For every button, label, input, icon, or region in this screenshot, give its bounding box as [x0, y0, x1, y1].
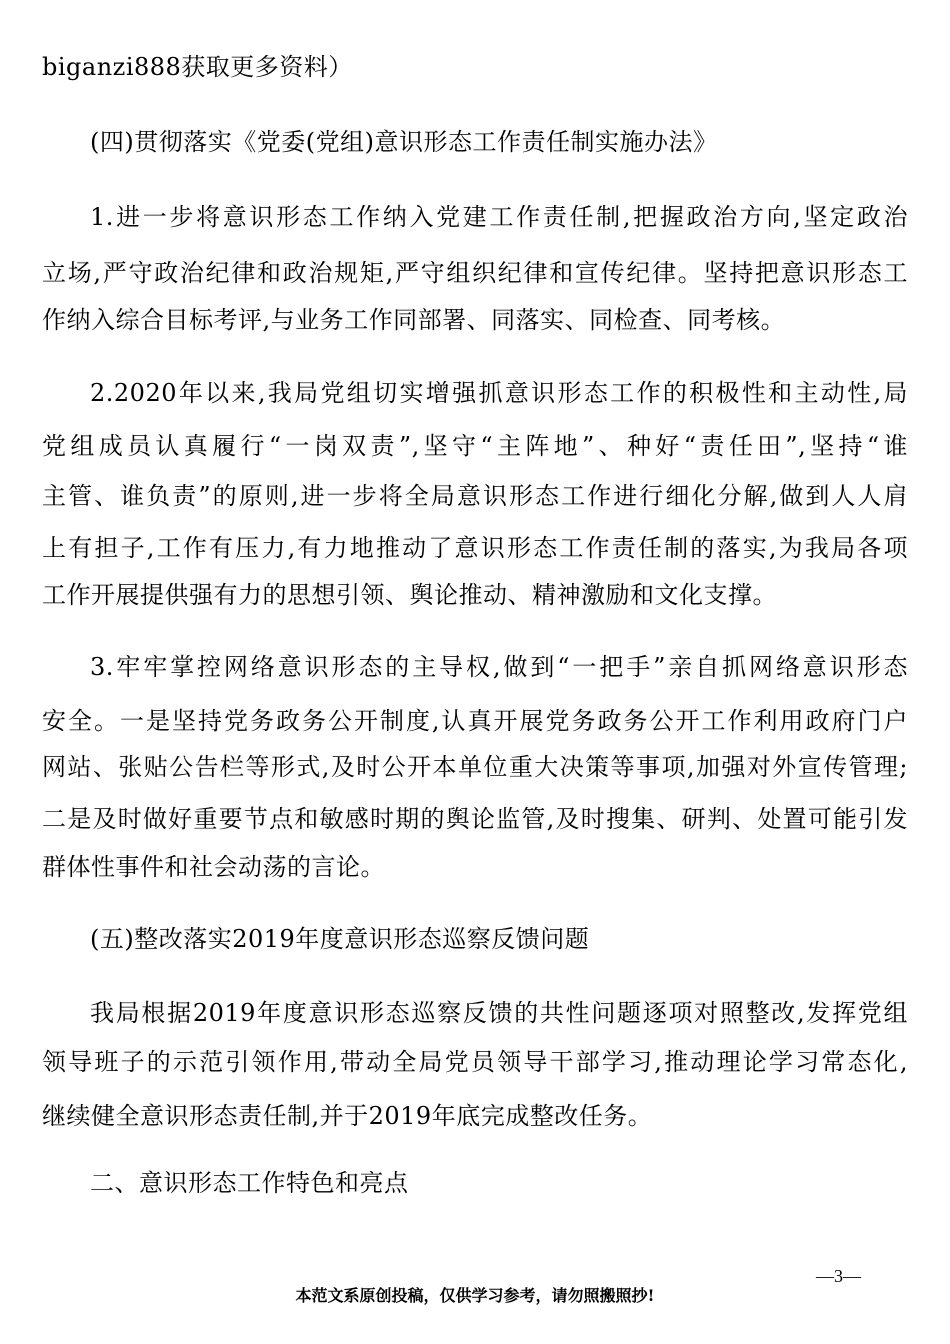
paragraph-line: 2.2020年以来,我局党组切实增强抓意识形态工作的积极性和主动性,局 [90, 379, 908, 407]
paragraph-line: 二是及时做好重要节点和敏感时期的舆论监管,及时搜集、研判、处置可能引发 [42, 805, 908, 833]
paragraph-line: 工作开展提供强有力的思想引领、舆论推动、精神激励和文化支撑。 [42, 581, 777, 609]
paragraph-line: 上有担子,工作有压力,有力地推动了意识形态工作责任制的落实,为我局各项 [42, 534, 908, 562]
paragraph-line: 立场,严守政治纪律和政治规矩,严守组织纪律和宣传纪律。坚持把意识形态工 [42, 259, 908, 287]
section-heading-2: 二、意识形态工作特色和亮点 [90, 1169, 409, 1197]
paragraph-line: 网站、张贴公告栏等形式,及时公开本单位重大决策等事项,加强对外宣传管理; [42, 753, 908, 781]
source-note-line: biganzi888获取更多资料） [42, 53, 353, 81]
paragraph-line: 3.牢牢掌控网络意识形态的主导权,做到“一把手”亲自抓网络意识形态 [90, 653, 908, 681]
paragraph-line: 1.进一步将意识形态工作纳入党建工作责任制,把握政治方向,坚定政治 [90, 203, 908, 231]
page-number: —3— [816, 1266, 861, 1286]
footer-note: 本范文系原创投稿，仅供学习参考，请勿照搬照抄! [295, 1286, 655, 1305]
section-heading-4: (四)贯彻落实《党委(党组)意识形态工作责任制实施办法》 [90, 128, 718, 156]
section-heading-5: (五)整改落实2019年度意识形态巡察反馈问题 [90, 925, 590, 953]
paragraph-line: 主管、谁负责”的原则,进一步将全局意识形态工作进行细化分解,做到人人肩 [42, 482, 908, 510]
paragraph-line: 继续健全意识形态责任制,并于2019年底完成整改任务。 [42, 1102, 653, 1130]
paragraph-line: 安全。一是坚持党务政务公开制度,认真开展党务政务公开工作利用政府门户 [42, 707, 908, 735]
paragraph-line: 作纳入综合目标考评,与业务工作同部署、同落实、同检查、同考核。 [42, 306, 786, 334]
paragraph-line: 领导班子的示范引领作用,带动全局党员领导干部学习,推动理论学习常态化, [42, 1048, 908, 1076]
paragraph-line: 我局根据2019年度意识形态巡察反馈的共性问题逐项对照整改,发挥党组 [90, 999, 908, 1027]
paragraph-line: 群体性事件和社会动荡的言论。 [42, 853, 385, 881]
paragraph-line: 党组成员认真履行“一岗双责”,坚守“主阵地”、种好“责任田”,坚持“谁 [42, 432, 908, 460]
